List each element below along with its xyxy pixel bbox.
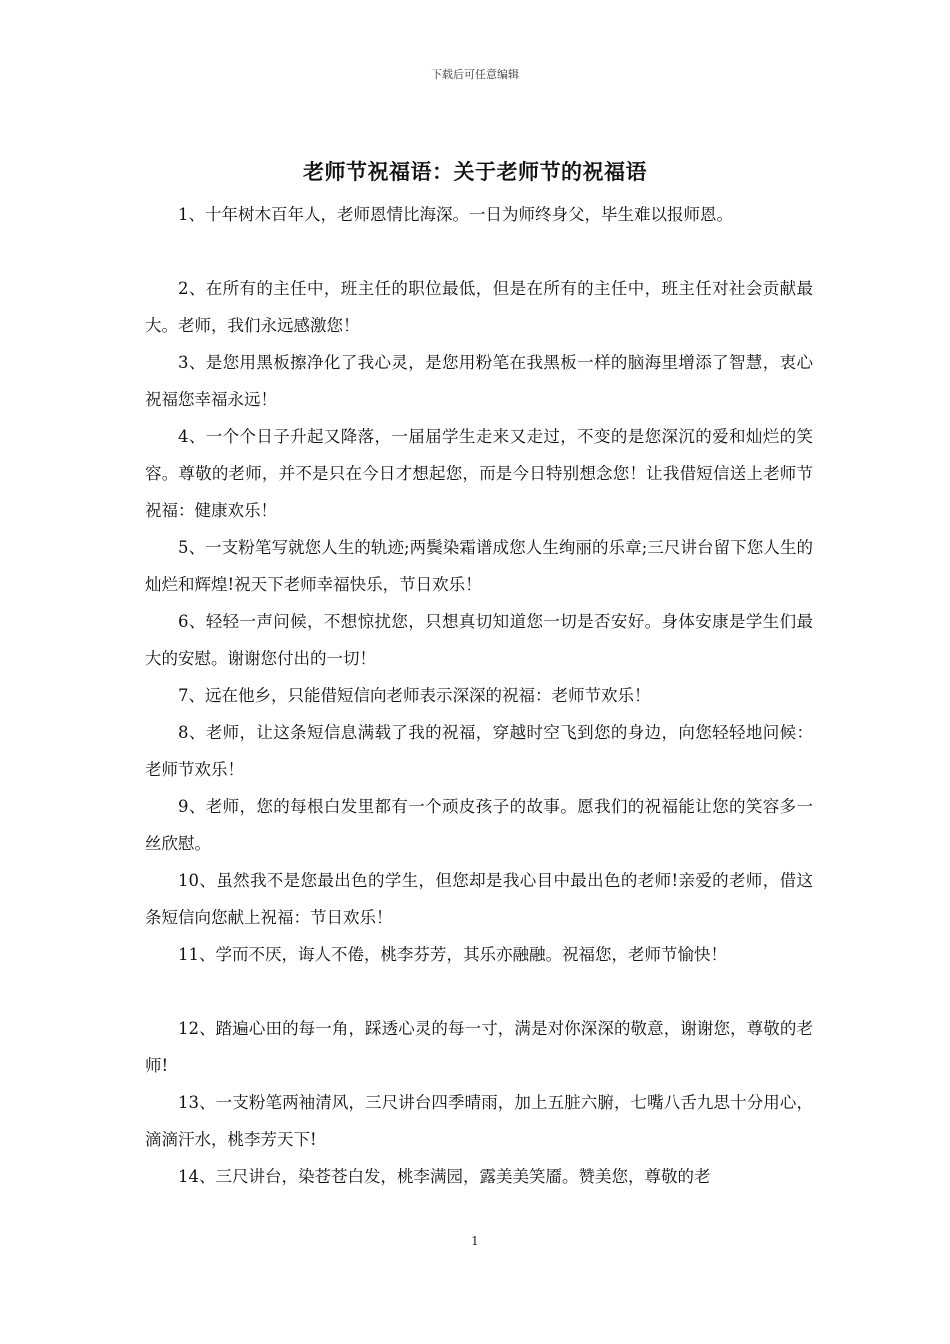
page-number: 1 — [471, 1234, 479, 1248]
paragraph-4: 4、一个个日子升起又降落，一届届学生走来又走过，不变的是您深沉的爱和灿烂的笑容。尊敬的老师，并不是只在今日才想起您，而是今日特别想念您！让我借短信送上老师节祝福：健康欢乐！ — [145, 427, 813, 520]
paragraph-5: 5、一支粉笔写就您人生的轨迹;两鬓染霜谱成您人生绚丽的乐章;三尺讲台留下您人生的灿烂和辉煌!祝天下老师幸福快乐，节日欢乐！ — [145, 538, 813, 594]
document-body — [145, 196, 813, 1195]
paragraph-11: 11、学而不厌，诲人不倦，桃李芬芳，其乐亦融融。祝福您，老师节愉快！ — [178, 945, 727, 964]
paragraph-13: 13、一支粉笔两袖清风，三尺讲台四季晴雨，加上五脏六腑，七嘴八舌九思十分用心，滴滴汗水，桃李芳天下! — [145, 1093, 813, 1149]
paragraph-2: 2、在所有的主任中，班主任的职位最低，但是在所有的主任中，班主任对社会贡献最大。老师，我们永远感激您！ — [145, 279, 813, 335]
paragraph-7: 7、远在他乡，只能借短信向老师表示深深的祝福：老师节欢乐！ — [178, 686, 651, 705]
paragraph-10: 10、虽然我不是您最出色的学生，但您却是我心目中最出色的老师!亲爱的老师，借这条短信向您献上祝福：节日欢乐！ — [145, 871, 813, 927]
page-title: 老师节祝福语：关于老师节的祝福语 — [303, 159, 647, 184]
paragraph-9: 9、老师，您的每根白发里都有一个顽皮孩子的故事。愿我们的祝福能让您的笑容多一丝欣慰。 — [145, 797, 813, 853]
paragraph-6: 6、轻轻一声问候，不想惊扰您，只想真切知道您一切是否安好。身体安康是学生们最大的安慰。谢谢您付出的一切！ — [145, 612, 813, 668]
paragraph-12: 12、踏遍心田的每一角，踩透心灵的每一寸，满是对你深深的敬意，谢谢您，尊敬的老师! — [145, 1019, 813, 1075]
paragraph-8: 8、老师，让这条短信息满载了我的祝福，穿越时空飞到您的身边，向您轻轻地问候：老师节欢乐！ — [145, 723, 813, 779]
header-note: 下载后可任意编辑 — [431, 68, 519, 81]
paragraph-14: 14、三尺讲台，染苍苍白发，桃李满园，露美美笑靥。赞美您，尊敬的老 — [178, 1167, 711, 1186]
paragraph-3: 3、是您用黑板擦净化了我心灵，是您用粉笔在我黑板一样的脑海里增添了智慧，衷心祝福您幸福永远！ — [145, 353, 813, 409]
paragraph-1: 1、十年树木百年人，老师恩情比海深。一日为师终身父，毕生难以报师恩。 — [178, 205, 733, 224]
